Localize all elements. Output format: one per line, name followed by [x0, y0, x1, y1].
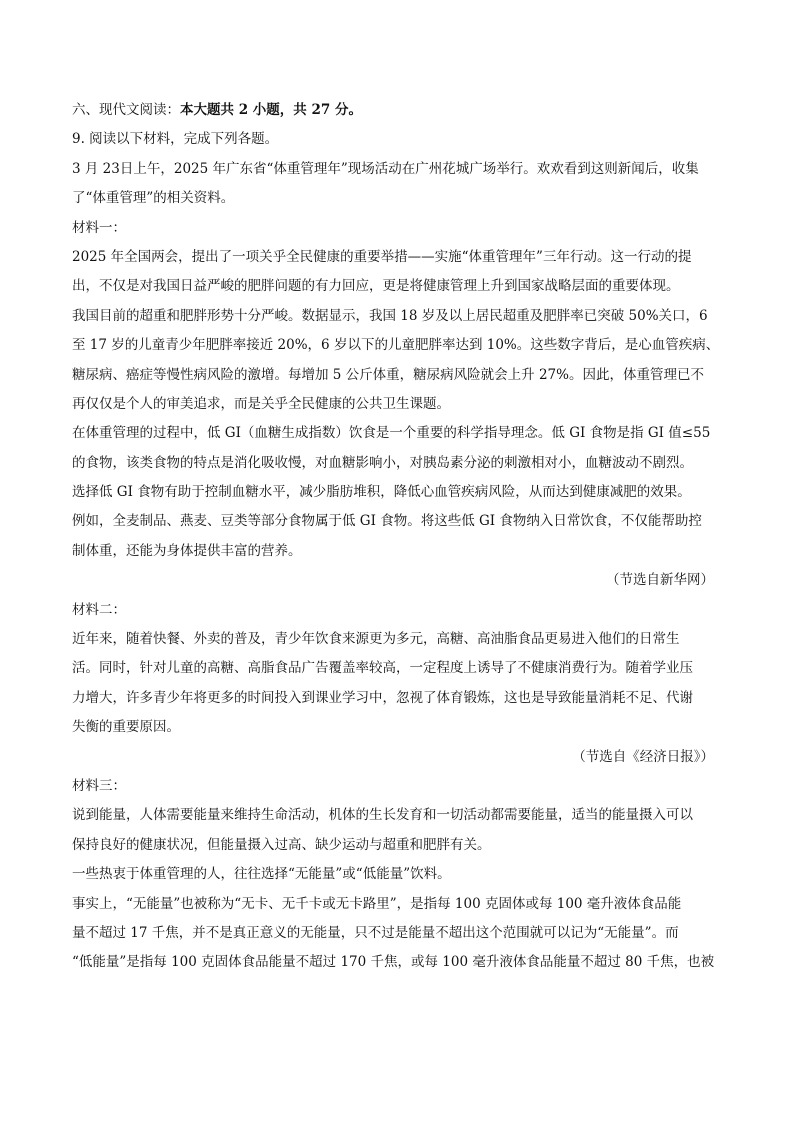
material1-line: 选择低 GI 食物有助于控制血糖水平，减少脂肪堆积，降低心血管疾病风险，从而达到健康减肥的效果。	[72, 484, 691, 501]
material2-label: 材料二：	[72, 601, 126, 618]
material3-line: 一些热衷于体重管理的人，往往选择“无能量”或“低能量”饮料。	[72, 866, 451, 883]
document-page	[72, 96, 720, 978]
material1-line: 再仅仅是个人的审美追求，而是关乎全民健康的公共卫生课题。	[72, 395, 450, 412]
section-heading	[72, 96, 720, 125]
material3-line: 量不超过 17 千焦，并不是真正意义的无能量，只不过是能量不超出这个范围就可以记为“无能量”。而	[72, 924, 679, 941]
section-heading-score: 本大题共 2 小题，共 27 分。	[180, 102, 362, 118]
material3-label: 材料三：	[72, 777, 126, 794]
material1-line: 例如，全麦制品、燕麦、豆类等部分食物属于低 GI 食物。将这些低 GI 食物纳入日常饮食，不仅能帮助控	[72, 513, 702, 530]
material1-line: 制体重，还能为身体提供丰富的营养。	[72, 542, 302, 559]
material2-line: 近年来，随着快餐、外卖的普及，青少年饮食来源更为多元，高糖、高油脂食品更易进入他们的日常生	[72, 631, 680, 648]
material2-line: 失衡的重要原因。	[72, 719, 180, 736]
material1-source: （节选自新华网）	[606, 572, 714, 589]
material1-line: 我国目前的超重和肥胖形势十分严峻。数据显示，我国 18 岁及以上居民超重及肥胖率已突破 50%关口，6	[72, 307, 708, 324]
material2-line: 活。同时，针对儿童的高糖、高脂食品广告覆盖率较高，一定程度上诱导了不健康消费行为。随着学业压	[72, 660, 693, 677]
material1-label: 材料一：	[72, 219, 126, 236]
intro-line: 了“体重管理”的相关资料。	[72, 190, 235, 207]
material2-line: 力增大，许多青少年将更多的时间投入到课业学习中，忽视了体育锻炼，这也是导致能量消耗不足、代谢	[72, 689, 693, 706]
material2-source: （节选自《经济日报》）	[572, 748, 714, 765]
material1-line: 糖尿病、癌症等慢性病风险的激增。每增加 5 公斤体重，糖尿病风险就会上升 27%。因此，体重管理已不	[72, 366, 704, 383]
material1-line: 在体重管理的过程中，低 GI（血糖生成指数）饮食是一个重要的科学指导理念。低 GI 食物是指 GI 值≤55	[72, 425, 711, 442]
material3-line: 说到能量，人体需要能量来维持生命活动，机体的生长发育和一切活动都需要能量，适当的能量摄入可以	[72, 807, 693, 824]
material1-line: 2025 年全国两会，提出了一项关乎全民健康的重要举措——实施“体重管理年”三年行动。这一行动的提	[72, 248, 692, 265]
question-prompt: 9. 阅读以下材料，完成下列各题。	[72, 131, 279, 148]
material1-line: 出，不仅是对我国日益严峻的肥胖问题的有力回应，更是将健康管理上升到国家战略层面的重要体现。	[72, 278, 680, 295]
intro-line: 3 月 23日上午，2025 年广东省“体重管理年”现场活动在广州花城广场举行。欢欢看到这则新闻后，收集	[72, 160, 699, 177]
material3-line: 事实上，“无能量”也被称为“无卡、无千卡或无卡路里”，是指每 100 克固体或每 100 毫升液体食品能	[72, 895, 682, 912]
material1-line: 的食物，该类食物的特点是消化吸收慢，对血糖影响小，对胰岛素分泌的刺激相对小，血糖波动不剧烈。	[72, 454, 693, 471]
section-heading-prefix: 六、现代文阅读：	[72, 102, 180, 118]
material3-line: “低能量”是指每 100 克固体食品能量不超过 170 千焦，或每 100 毫升液体食品能量不超过 80 千焦，也被	[72, 954, 715, 971]
material3-line: 保持良好的健康状况，但能量摄入过高、缺少运动与超重和肥胖有关。	[72, 836, 491, 853]
material1-line: 至 17 岁的儿童青少年肥胖率接近 20%，6 岁以下的儿童肥胖率达到 10%。这些数字背后，是心血管疾病、	[72, 337, 720, 354]
